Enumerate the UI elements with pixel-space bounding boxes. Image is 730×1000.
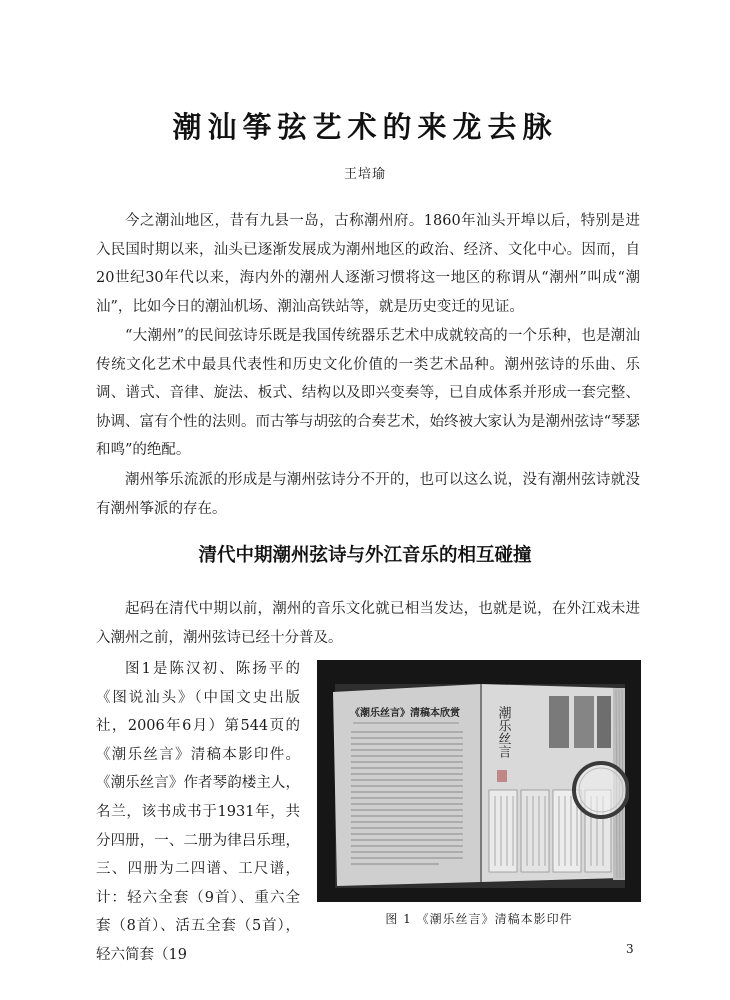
figure-calligraphy: 潮乐丝言 [495, 706, 511, 758]
figure-caption: 图 1 《潮乐丝言》清稿本影印件 [385, 912, 573, 926]
section-heading: 清代中期潮州弦诗与外江音乐的相互碰撞 [198, 545, 532, 566]
section-paragraph-1: 起码在清代中期以前，潮州的音乐文化就已相当发达，也就是说，在外江戏未进入潮州之前，潮州弦诗已经十分普及。 [96, 601, 640, 646]
page-number: 3 [626, 942, 634, 956]
paragraph-1: 今之潮汕地区，昔有九县一岛，古称潮州府。1860年汕头开埠以后，特别是进入民国时期以来，汕头已逐渐发展成为潮州地区的政治、经济、文化中心。因而，自20世纪30年代以来，海内外的潮州人逐渐习惯将这一地区的称谓从“潮州”叫成“潮汕”，比如今日的潮汕机场、潮汕高铁站等，就是历史变迁的见证。 [96, 213, 640, 315]
article-author: 王培瑜 [343, 167, 386, 182]
paragraph-3: 潮州筝乐流派的形成是与潮州弦诗分不开的，也可以这么说，没有潮州弦诗就没有潮州筝派的存在。 [96, 472, 640, 517]
section-paragraph-2: 图1是陈汉初、陈扬平的《图说汕头》（中国文史出版社，2006年6月）第544页的《潮乐丝言》清稿本影印件。《潮乐丝言》作者琴韵楼主人，名兰，该书成书于1931年，共分四册，一、二册为律吕乐理，三、四册为二四谱、工尺谱，计：轻六全套（9首）、重六全套（8首）、活五全套（5首），轻六简套（19 [96, 661, 300, 963]
figure-spread-heading: 《潮乐丝言》清稿本欣赏 [350, 708, 460, 719]
book-photo-illustration [329, 678, 629, 890]
paragraph-2: “大潮州”的民间弦诗乐既是我国传统器乐艺术中成就较高的一个乐种，也是潮汕传统文化艺术中最具代表性和历史文化价值的一类艺术品种。潮州弦诗的乐曲、乐调、谱式、音律、旋法、板式、结构以及即兴变奏等，已自成体系并形成一套完整、协调、富有个性的法则。而古筝与胡弦的合奏艺术，始终被大家认为是潮州弦诗“琴瑟和鸣”的绝配。 [96, 328, 640, 459]
article-title: 潮汕筝弦艺术的来龙去脉 [172, 110, 558, 144]
figure-photo [317, 660, 641, 902]
